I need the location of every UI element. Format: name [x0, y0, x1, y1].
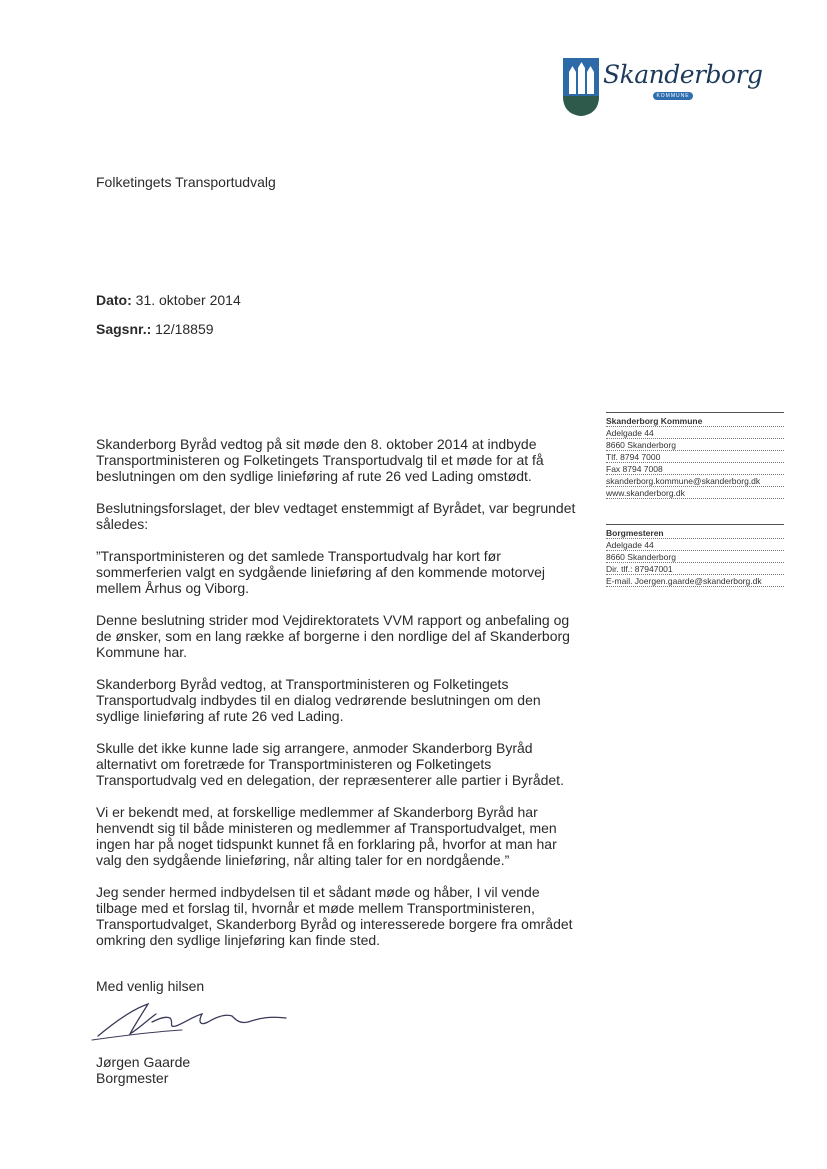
kommune-phone: Tlf. 8794 7000 [606, 451, 784, 463]
borgmester-address: Adelgade 44 [606, 539, 784, 551]
date-label: Dato: [96, 292, 132, 308]
paragraph-1: Skanderborg Byråd vedtog på sit møde den 8. oktober 2014 at indbyde Transportministeren og Folketingets Transportudvalg til et møde for at få beslutningen om den sydlige linieføring af rute 26 ved Lading omstødt. [96, 436, 544, 484]
signer-title: Borgmester [96, 1070, 169, 1086]
kommune-web[interactable]: www.skanderborg.dk [606, 487, 784, 499]
paragraph-6: Skulle det ikke kunne lade sig arrangere, anmoder Skanderborg Byråd alternativt om foretræde for Transportministeren og Folketingets Transportudvalg ved en delegation, der repræsenterer alle partier i Byrådet. [96, 740, 564, 788]
shield-icon [563, 58, 599, 116]
closing: Med venlig hilsen [96, 978, 205, 994]
borgmester-heading: Borgmesteren [606, 527, 784, 539]
letter-body [96, 436, 576, 964]
signature [90, 996, 300, 1044]
paragraph-3: ”Transportministeren og det samlede Transportudvalg har kort før sommerferien valgt en sydgående linieføring af den kommende motorvej mellem Århus og Viborg. [96, 548, 546, 596]
skanderborg-logo [563, 58, 763, 122]
kommune-city: 8660 Skanderborg [606, 439, 784, 451]
signer-block [96, 1054, 190, 1086]
case-label: Sagsnr.: [96, 321, 152, 337]
paragraph-8: Jeg sender hermed indbydelsen til et sådant møde og håber, I vil vende tilbage med et forslag til, hvornår et møde mellem Transportministeren, Transportudvalget, Skanderborg Byråd og interesserede borgere fra området omkring den sydlige linjeføring kan finde sted. [96, 884, 573, 948]
kommune-fax: Fax 8794 7008 [606, 463, 784, 475]
borgmester-email[interactable]: E-mail. Joergen.gaarde@skanderborg.dk [606, 575, 784, 587]
borgmester-phone: Dir. tlf.: 87947001 [606, 563, 784, 575]
kommune-info-box [606, 412, 784, 499]
borgmester-info-box [606, 524, 784, 587]
paragraph-2: Beslutningsforslaget, der blev vedtaget enstemmigt af Byrådet, var begrundet således: [96, 500, 576, 532]
kommune-email[interactable]: skanderborg.kommune@skanderborg.dk [606, 475, 784, 487]
borgmester-city: 8660 Skanderborg [606, 551, 784, 563]
kommune-heading: Skanderborg Kommune [606, 415, 784, 427]
date-line [96, 292, 241, 308]
signer-name: Jørgen Gaarde [96, 1054, 191, 1070]
date-value: 31. oktober 2014 [135, 292, 241, 308]
logo-subline: KOMMUNE [653, 92, 693, 100]
recipient: Folketingets Transportudvalg [96, 174, 276, 190]
kommune-address: Adelgade 44 [606, 427, 784, 439]
paragraph-4: Denne beslutning strider mod Vejdirektoratets VVM rapport og anbefaling og de ønsker, som en lang række af borgerne i den nordlige del af Skanderborg Kommune har. [96, 612, 570, 660]
case-line [96, 321, 214, 337]
paragraph-7: Vi er bekendt med, at forskellige medlemmer af Skanderborg Byråd har henvendt sig til både ministeren og medlemmer af Transportudvalget, men ingen har på noget tidspunkt kunnet få en forklaring på, hvorfor at man har valg den sydgående linieføring, når alting taler for en nordgående.” [96, 804, 557, 868]
paragraph-5: Skanderborg Byråd vedtog, at Transportministeren og Folketingets Transportudvalg indbydes til en dialog vedrørende beslutningen om den sydlige linieføring af rute 26 ved Lading. [96, 676, 541, 724]
logo-wordmark: Skanderborg [603, 60, 763, 89]
case-value: 12/18859 [155, 321, 214, 337]
